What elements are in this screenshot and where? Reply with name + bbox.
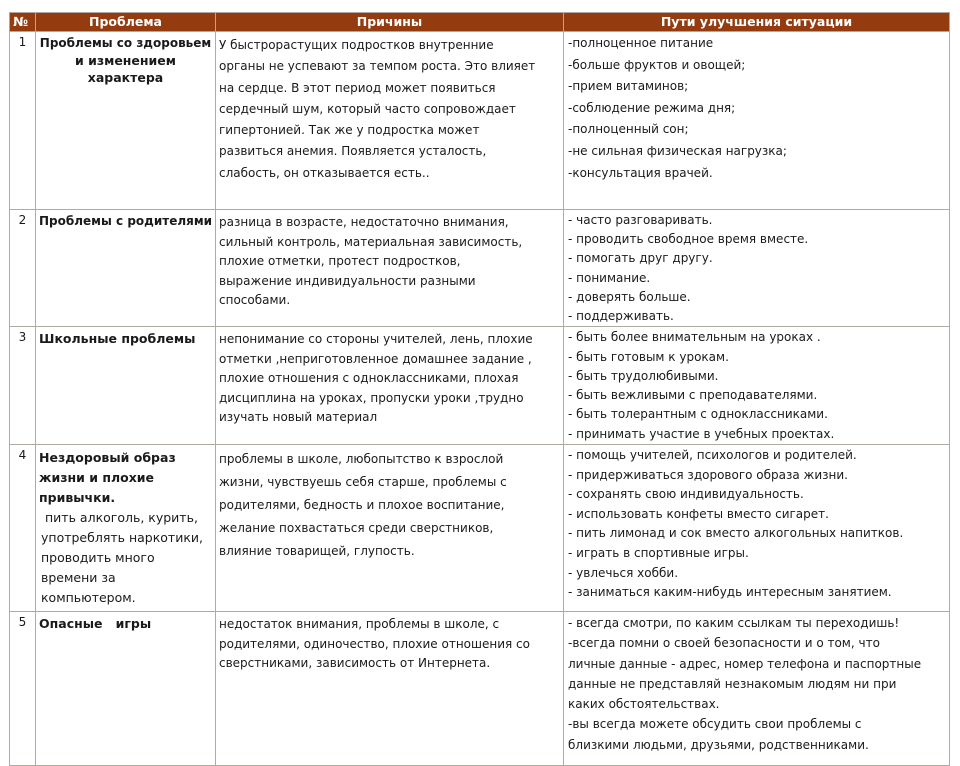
table-header-row [10, 13, 950, 32]
improvement-line: близкими людьми, друзьями, родственниками. [568, 737, 869, 752]
cause-line: плохие отметки, протест подростков, [219, 254, 461, 268]
table-row [10, 210, 950, 327]
improvement-line: - помогать друг другу. [568, 251, 713, 266]
cause-line: сильный контроль, материальная зависимость, [219, 234, 523, 249]
improvement-line: - принимать участие в учебных проектах. [568, 426, 835, 441]
improvement-line: - быть вежливыми с преподавателями. [568, 388, 818, 403]
causes-cell [216, 32, 564, 210]
problem-cell [36, 210, 216, 327]
improvement-line: -полноценный сон; [568, 122, 689, 137]
improvement-line: - поддерживать. [568, 309, 674, 324]
improvement-line: - играть в спортивные игры. [568, 545, 749, 560]
problem-line: Проблемы с родителями [39, 214, 213, 228]
improvement-line: каких обстоятельствах. [568, 697, 720, 712]
causes-cell [216, 612, 564, 766]
problem-detail-line: компьютером. [41, 590, 136, 605]
improvement-line: - сохранять свою индивидуальность. [568, 487, 804, 502]
problems-table-page [9, 12, 949, 752]
improvement-line: -всегда помни о своей безопасности и о том, что [568, 636, 880, 651]
problem-line: Проблемы со здоровьем [39, 36, 212, 50]
improvement-line: - доверять больше. [568, 289, 691, 304]
header-improvements: Пути улучшения ситуации [564, 13, 950, 32]
row-number: 2 [10, 210, 36, 327]
table-row [10, 612, 950, 766]
improvements-cell [564, 210, 950, 327]
cause-line: сердечный шум, который часто сопровождает [219, 101, 516, 116]
problem-line: характера [87, 70, 164, 85]
causes-cell [216, 445, 564, 612]
improvement-line: - проводить свободное время вместе. [568, 232, 809, 247]
problem-detail-line: времени за [41, 570, 116, 585]
cause-line: гипертонией. Так же у подростка может [219, 123, 480, 138]
cause-line: плохие отношения с одноклассниками, плохая [219, 371, 519, 386]
improvements-cell [564, 445, 950, 612]
cause-line: развиться анемия. Появляется усталость, [219, 144, 487, 159]
improvement-line: - часто разговаривать. [568, 213, 713, 227]
improvement-line: -не сильная физическая нагрузка; [568, 143, 787, 158]
improvement-line: - заниматься каким-нибудь интересным занятием. [568, 585, 892, 600]
problem-line: Нездоровый образ [39, 450, 176, 465]
problem-line: Опасные игры [39, 616, 152, 631]
cause-line: способами. [219, 293, 291, 307]
header-problem: Проблема [36, 13, 216, 32]
improvement-line: - быть более внимательным на уроках . [568, 330, 821, 345]
cause-line: жизни, чувствуешь себя старше, проблемы с [219, 475, 507, 489]
problem-line: привычки. [39, 490, 116, 505]
cause-line: У быстрорастущих подростков внутренние [219, 38, 494, 52]
problem-detail-line: проводить много [41, 550, 155, 565]
cause-line: дисциплина на уроках, пропуски уроки ,трудно [219, 390, 524, 405]
row-number: 5 [10, 612, 36, 766]
cause-line: сверстниками, зависимость от Интернета. [219, 656, 491, 670]
improvement-line: - увлечься хобби. [568, 565, 679, 580]
problem-cell [36, 445, 216, 612]
cause-line: родителями, одиночество, плохие отношения со [219, 636, 530, 651]
row-number: 3 [10, 327, 36, 445]
cause-line: желание похвастаться среди сверстников, [219, 521, 494, 535]
improvement-line: - пить лимонад и сок вместо алкогольных напитков. [568, 526, 904, 541]
improvement-line: - придерживаться здорового образа жизни. [568, 467, 848, 482]
row-number: 1 [10, 32, 36, 210]
problem-cell [36, 32, 216, 210]
cause-line: разница в возрасте, недостаточно внимания, [219, 215, 509, 229]
problem-cell [36, 612, 216, 766]
improvement-line: - помощь учителей, психологов и родителей. [568, 448, 857, 462]
table-row [10, 327, 950, 445]
improvement-line: -вы всегда можете обсудить свои проблемы с [568, 717, 862, 732]
improvements-cell [564, 32, 950, 210]
improvement-line: личные данные - адрес, номер телефона и паспортные [568, 656, 922, 671]
cause-line: органы не успевают за темпом роста. Это влияет [219, 59, 536, 74]
cause-line: непонимание со стороны учителей, лень, плохие [219, 332, 533, 347]
problem-detail-line: пить алкоголь, курить, [45, 510, 198, 525]
problems-table [9, 12, 950, 766]
cause-line: слабость, он отказывается есть.. [219, 165, 430, 180]
problem-line: жизни и плохие [39, 470, 154, 485]
improvement-line: -консультация врачей. [568, 165, 713, 180]
row-number: 4 [10, 445, 36, 612]
improvements-cell [564, 327, 950, 445]
table-row [10, 445, 950, 612]
improvement-line: - быть трудолюбивыми. [568, 368, 719, 383]
problem-detail-line: употреблять наркотики, [41, 530, 203, 545]
problem-line: Школьные проблемы [39, 331, 196, 347]
causes-cell [216, 327, 564, 445]
cause-line: изучать новый материал [219, 410, 378, 425]
causes-cell [216, 210, 564, 327]
header-causes: Причины [216, 13, 564, 32]
improvement-line: - быть толерантным с одноклассниками. [568, 407, 828, 422]
cause-line: проблемы в школе, любопытство к взрослой [219, 452, 504, 466]
improvement-line: - понимание. [568, 270, 651, 285]
improvement-line: - быть готовым к урокам. [568, 349, 729, 364]
improvement-line: - всегда смотри, по каким ссылкам ты переходишь! [568, 616, 900, 630]
improvement-line: -больше фруктов и овощей; [568, 57, 746, 72]
cause-line: недостаток внимания, проблемы в школе, с [219, 617, 500, 631]
problem-cell [36, 327, 216, 445]
improvement-line: - использовать конфеты вместо сигарет. [568, 506, 829, 521]
improvement-line: данные не представляй незнакомым людям ни при [568, 676, 897, 691]
improvements-cell [564, 612, 950, 766]
cause-line: выражение индивидуальности разными [219, 273, 476, 288]
improvement-line: -прием витаминов; [568, 79, 689, 94]
table-row [10, 32, 950, 210]
improvement-line: -соблюдение режима дня; [568, 100, 736, 115]
problem-line: и изменением [74, 53, 177, 68]
header-number: № [10, 13, 36, 32]
improvement-line: -полноценное питание [568, 36, 714, 50]
cause-line: влияние товарищей, глупость. [219, 544, 415, 558]
cause-line: родителями, бедность и плохое воспитание, [219, 498, 505, 512]
cause-line: на сердце. В этот период может появиться [219, 80, 496, 95]
cause-line: отметки ,неприготовленное домашнее задание , [219, 351, 532, 366]
